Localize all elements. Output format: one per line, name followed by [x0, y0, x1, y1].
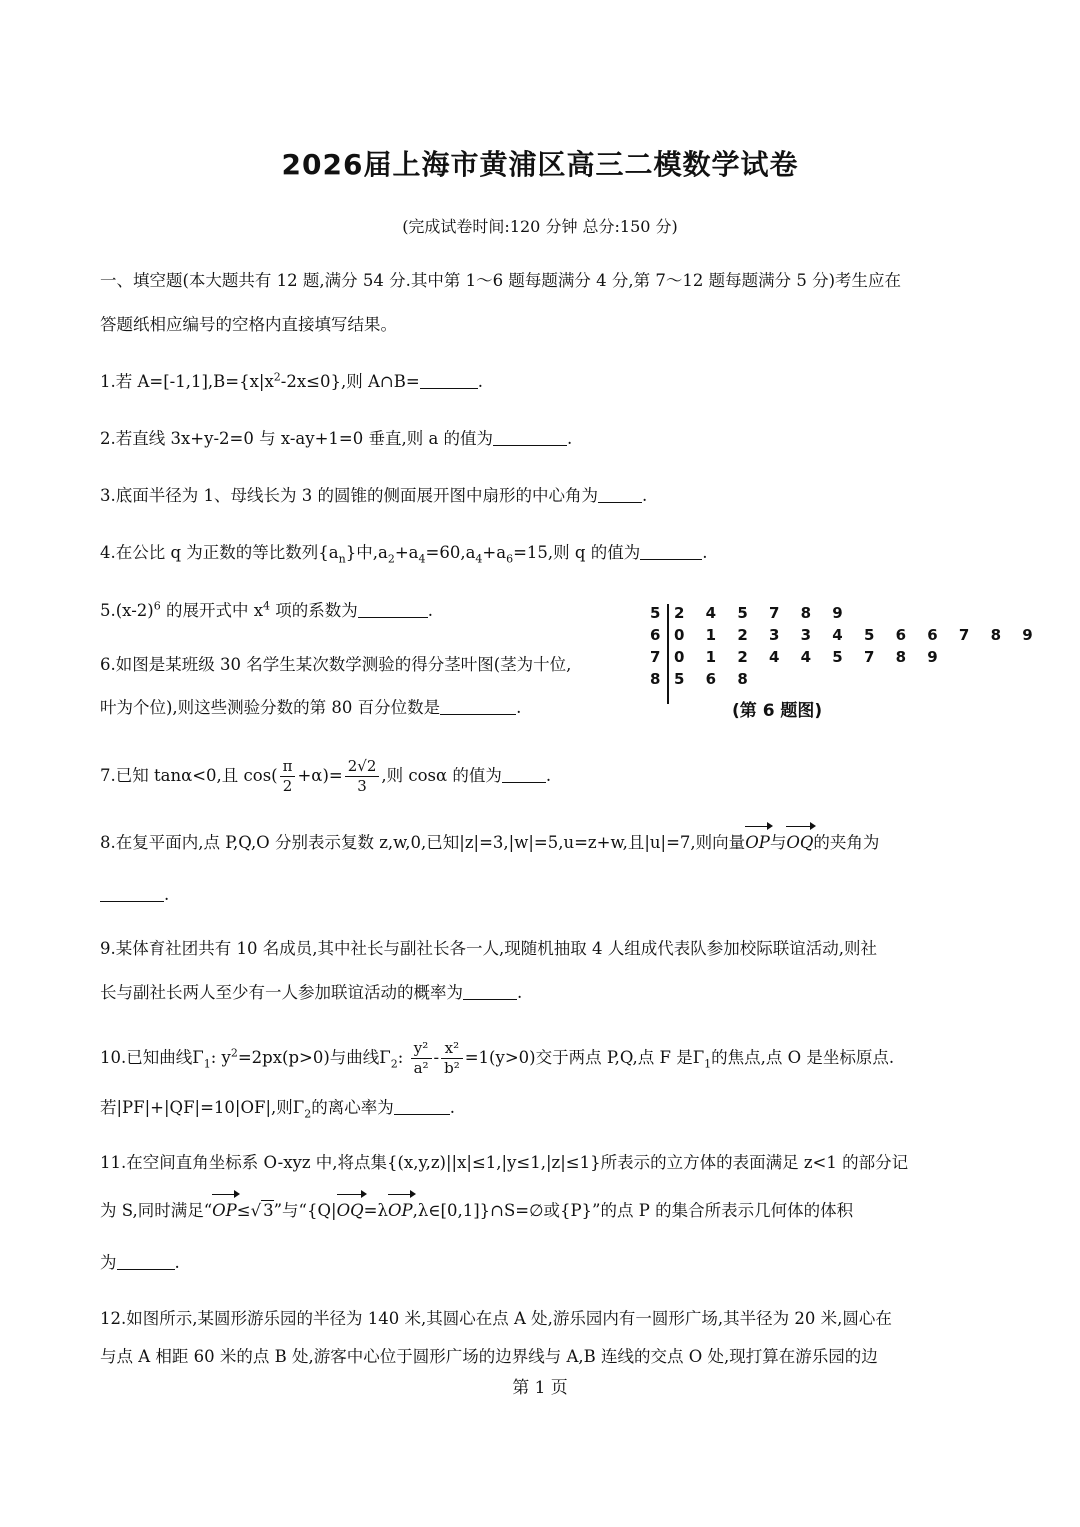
fraction: $\frac{\pi}{2}$: [280, 757, 296, 796]
question-11-line3: 为 .: [100, 1253, 180, 1272]
question-8-line2: .: [100, 880, 980, 910]
question-11-line2: 为 S,同时满足“OP≤√ 3”与“{Q|OQ=λOP,λ∈[0,1]}∩S=∅或{P}”的点 P 的集合所表示几何体的体积: [100, 1196, 980, 1226]
answer-blank[interactable]: [420, 372, 478, 389]
fraction: $\frac{2√2}{3}$: [345, 757, 380, 796]
page-title: 2026届上海市黄浦区高三二模数学试卷: [281, 148, 799, 181]
question-2: 2.若直线 3x+y-2=0 与 x-ay+1=0 垂直,则 a 的值为 .: [100, 429, 573, 448]
question-6-line1: 6.如图是某班级 30 名学生某次数学测验的得分茎叶图(茎为十位,: [100, 655, 572, 674]
question-1: 1.若 $A=[-1,1],B=\{x|x^2-2x\le 0\}$,则 A∩B= .: [100, 370, 483, 391]
question-12-line2: 与点 A 相距 60 米的点 B 处,游客中心位于圆形广场的边界线与 A,B 连线的交点 O 处,现打算在游乐园的边: [100, 1347, 878, 1366]
stem-row: 8 5 6 8: [650, 670, 756, 688]
answer-blank[interactable]: [440, 698, 516, 715]
answer-blank[interactable]: [394, 1098, 450, 1115]
question-5: $5.(x-2)^6$ 的展开式中 $x^4$ 项的系数为 .: [100, 599, 434, 620]
answer-blank[interactable]: [598, 486, 642, 503]
answer-blank[interactable]: [358, 601, 428, 618]
section-instructions-line1: 一、填空题(本大题共有 12 题,满分 54 分.其中第 1～6 题每题满分 4 分,第 7～12 题每题满分 5 分)考生应在: [100, 271, 902, 290]
answer-blank[interactable]: [117, 1253, 175, 1270]
stem-row: 5 2 4 5 7 8 9: [650, 604, 851, 622]
answer-blank[interactable]: [100, 885, 164, 902]
stem-leaf-plot: [640, 600, 1041, 721]
question-4: 4.在公比 q 为正数的等比数列$\{a_n\}$中$,a_2+a_4=60,a_4+a_6=15$,则 q 的值为 .: [100, 543, 708, 566]
page-number: 第 1 页: [512, 1378, 568, 1398]
answer-blank[interactable]: [463, 983, 517, 1000]
exam-info: (完成试卷时间:120 分钟 总分:150 分): [402, 217, 678, 236]
fraction: $\frac{\text{x²}}{\text{b²}}$: [441, 1039, 463, 1078]
answer-blank[interactable]: [640, 543, 702, 560]
question-9-line2: 长与副社长两人至少有一人参加联谊活动的概率为 .: [100, 983, 523, 1002]
answer-blank[interactable]: [502, 766, 546, 783]
stem-row: 7 0 1 2 4 4 5 7 8 9: [650, 648, 946, 666]
question-12-line1: 12.如图所示,某圆形游乐园的半径为 140 米,其圆心在点 A 处,游乐园内有一圆形广场,其半径为 20 米,圆心在: [100, 1309, 892, 1328]
question-11-line1: 11.在空间直角坐标系 O-xyz 中,将点集{(x,y,z)||x|≤1,|y≤1,|z|≤1}所表示的立方体的表面满足 z<1 的部分记: [100, 1153, 909, 1172]
question-6-line2: 叶为个位),则这些测验分数的第 80 百分位数是 .: [100, 698, 522, 717]
question-8: 8.在复平面内,点 P,Q,O 分别表示复数 z,w,0,已知|z|=3,|w|=5,u=z+w,且|u|=7,则向量OP与OQ的夹角为: [100, 828, 980, 858]
question-7: 7.已知 tanα<0,且 cos( $\frac{\pi}{2}$ +α)= $\frac{2√2}{3}$ ,则 cosα 的值为 .: [100, 757, 552, 795]
question-10-line2: 若|PF|+|QF|=10|OF|,则$\Gamma_2$的离心率为 .: [100, 1098, 455, 1121]
figure-caption: (第 6 题图): [732, 701, 823, 721]
question-9-line1: 9.某体育社团共有 10 名成员,其中社长与副社长各一人,现随机抽取 4 人组成代表队参加校际联谊活动,则社: [100, 939, 877, 958]
answer-blank[interactable]: [493, 429, 567, 446]
fraction: $\frac{\text{y²}}{\text{a²}}$: [411, 1039, 432, 1078]
question-10: 10.已知曲线$\Gamma_1$: $y^2=2px(p>0)$与曲线$\Gamma_2$: $\frac{\text{y²}}{\text{a²}}$ - $\frac{\text{x²}}{\text{b²}}$ =1(y>0)交于两点 P,Q,点 F 是$\Gamma_1$的焦点,点 O 是坐标原点.: [100, 1039, 895, 1077]
stem-row: 6 0 1 2 3 3 4 5 6 6 7 8 9: [650, 626, 1041, 644]
question-3: 3.底面半径为 1、母线长为 3 的圆锥的侧面展开图中扇形的中心角为 .: [100, 486, 648, 505]
section-instructions-line2: 答题纸相应编号的空格内直接填写结果。: [100, 315, 397, 334]
